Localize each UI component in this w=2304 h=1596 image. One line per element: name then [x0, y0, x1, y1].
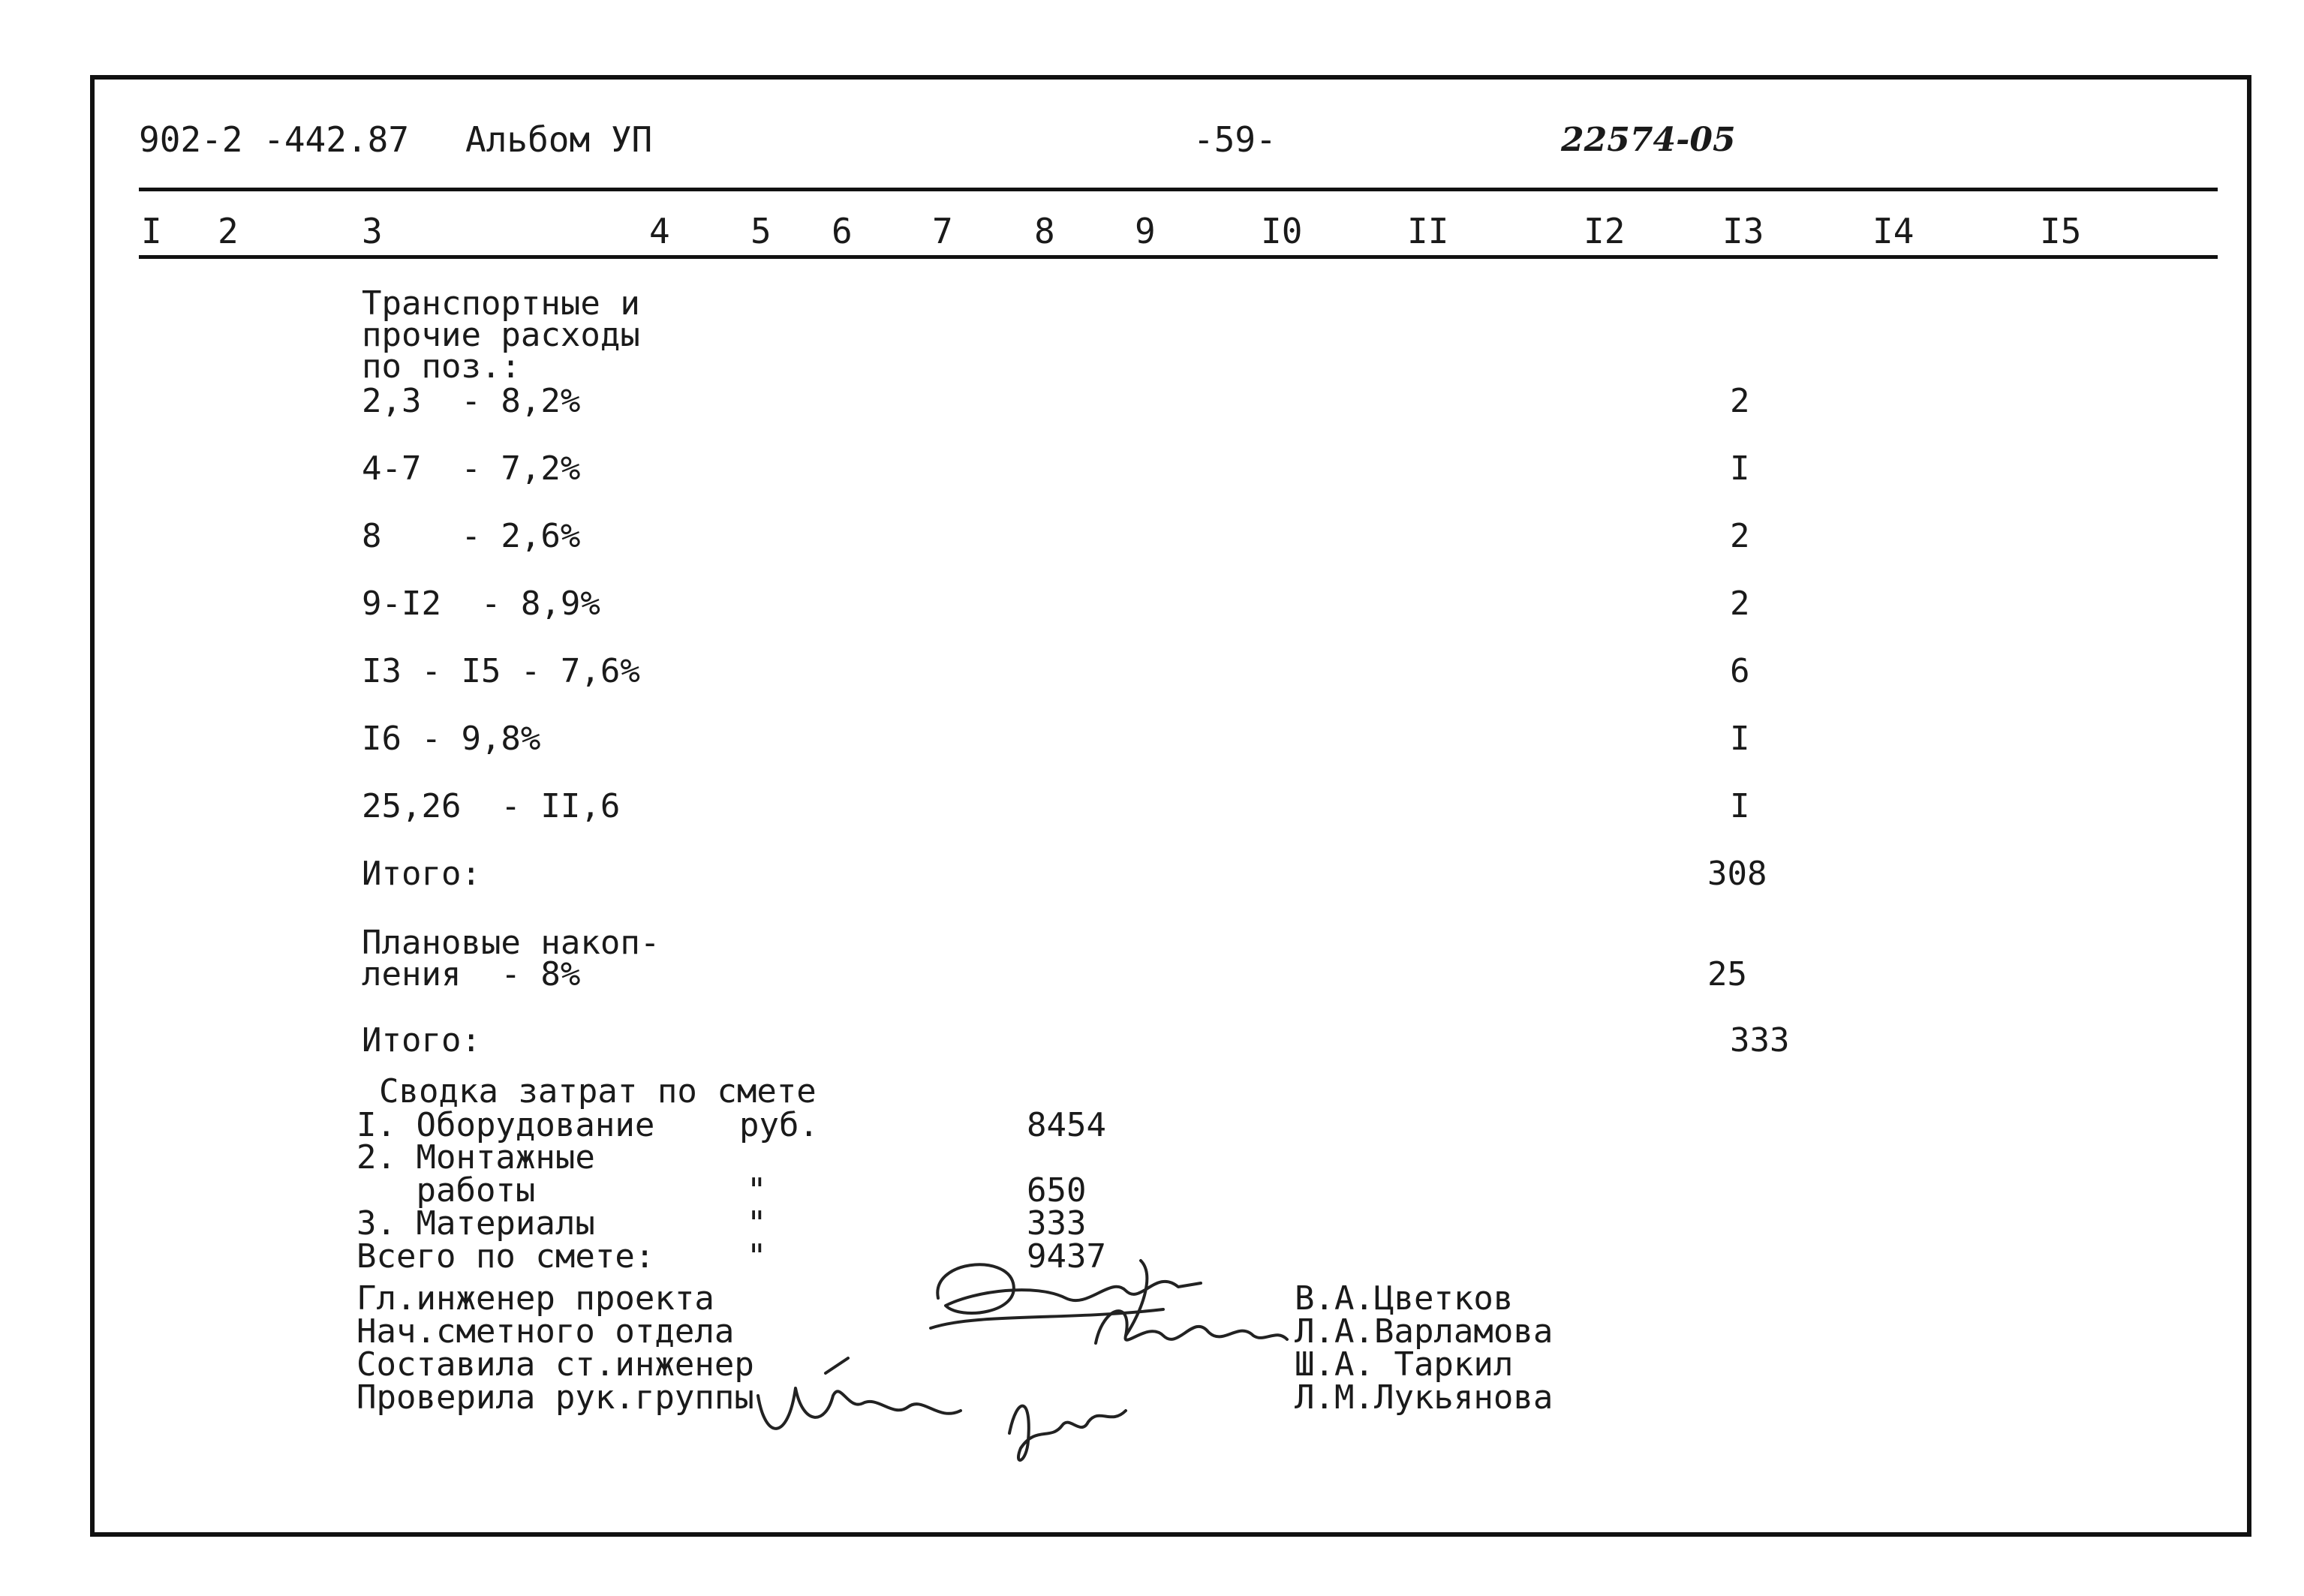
signature-name: Л.М.Лукьянова: [1295, 1378, 1554, 1417]
summary-item-unit: ": [747, 1237, 767, 1276]
signature-role: Нач.сметного отдела: [356, 1312, 735, 1351]
summary-item-unit: ": [747, 1204, 767, 1243]
summary-item-value: 8454: [1027, 1106, 1106, 1144]
header-rule-bottom: [139, 255, 2218, 259]
transport-row-value: I: [1730, 449, 1750, 488]
summary-item-label: 3. Материалы: [356, 1204, 595, 1243]
transport-row-label: I3 - I5 - 7,6%: [362, 652, 640, 690]
column-number: 5: [750, 211, 772, 251]
column-number: 4: [649, 211, 670, 251]
transport-heading-line: Транспортные и: [362, 284, 640, 323]
signature-name: В.А.Цветков: [1295, 1279, 1514, 1318]
transport-row-value: I: [1730, 720, 1750, 758]
signature-role: Проверила рук.группы: [356, 1378, 754, 1417]
transport-row-value: 2: [1730, 517, 1750, 555]
transport-row-value: 2: [1730, 382, 1750, 420]
column-number: I2: [1584, 211, 1626, 251]
total-label: Итого:: [362, 1021, 481, 1059]
handwritten-signature: [750, 1351, 968, 1456]
column-number: II: [1407, 211, 1449, 251]
margin-mark: [90, 1216, 95, 1261]
transport-row-label: 4-7 - 7,2%: [362, 449, 581, 488]
transport-heading-line: по поз.:: [362, 347, 521, 386]
column-number: 9: [1135, 211, 1156, 251]
header-rule-top: [139, 188, 2218, 191]
summary-item-unit: руб.: [739, 1106, 819, 1144]
handwritten-signature: [1081, 1276, 1298, 1366]
column-number: 7: [932, 211, 953, 251]
signature-name: Л.А.Варламова: [1295, 1312, 1554, 1351]
total-value: 333: [1730, 1021, 1790, 1059]
planned-value: 25: [1707, 955, 1747, 993]
handwritten-signature: [998, 1381, 1148, 1471]
column-number: I: [141, 211, 162, 251]
transport-heading-line: прочие расходы: [362, 316, 640, 354]
column-number: I5: [2040, 211, 2082, 251]
transport-row-label: 25,26 - II,6: [362, 787, 621, 825]
signature-role: Гл.инженер проекта: [356, 1279, 714, 1318]
summary-item-value: 333: [1027, 1204, 1087, 1243]
summary-item-label: работы: [356, 1171, 536, 1210]
subtotal-label: Итого:: [362, 855, 481, 893]
summary-item-unit: ": [747, 1171, 767, 1210]
planned-label: ления - 8%: [362, 955, 581, 993]
column-number: 2: [218, 211, 239, 251]
summary-item-value: 650: [1027, 1171, 1087, 1210]
column-number: 3: [362, 211, 383, 251]
planned-label: Плановые накоп-: [362, 924, 660, 962]
transport-row-label: I6 - 9,8%: [362, 720, 541, 758]
summary-item-label: 2. Монтажные: [356, 1138, 595, 1177]
doc-code: 902-2 -442.87: [139, 119, 410, 160]
transport-row-label: 9-I2 - 8,9%: [362, 585, 600, 623]
summary-item-value: 9437: [1027, 1237, 1106, 1276]
transport-row-value: I: [1730, 787, 1750, 825]
column-number: 8: [1034, 211, 1055, 251]
column-number: I4: [1872, 211, 1914, 251]
signature-role: Составила ст.инженер: [356, 1345, 754, 1384]
signature-name: Ш.А. Таркил: [1295, 1345, 1514, 1384]
transport-row-label: 2,3 - 8,2%: [362, 382, 581, 420]
page-number: -59-: [1193, 119, 1277, 160]
transport-row-label: 8 - 2,6%: [362, 517, 581, 555]
transport-row-value: 6: [1730, 652, 1750, 690]
summary-item-label: Всего по смете:: [356, 1237, 655, 1276]
column-number: I3: [1722, 211, 1764, 251]
summary-title: Сводка затрат по смете: [379, 1072, 817, 1111]
column-number: I0: [1261, 211, 1303, 251]
summary-item-label: I. Оборудование: [356, 1106, 655, 1144]
album-label: Альбом УП: [465, 119, 653, 160]
column-number: 6: [832, 211, 853, 251]
transport-row-value: 2: [1730, 585, 1750, 623]
subtotal-value: 308: [1707, 855, 1767, 893]
handwritten-code: 22574-05: [1561, 121, 1736, 159]
